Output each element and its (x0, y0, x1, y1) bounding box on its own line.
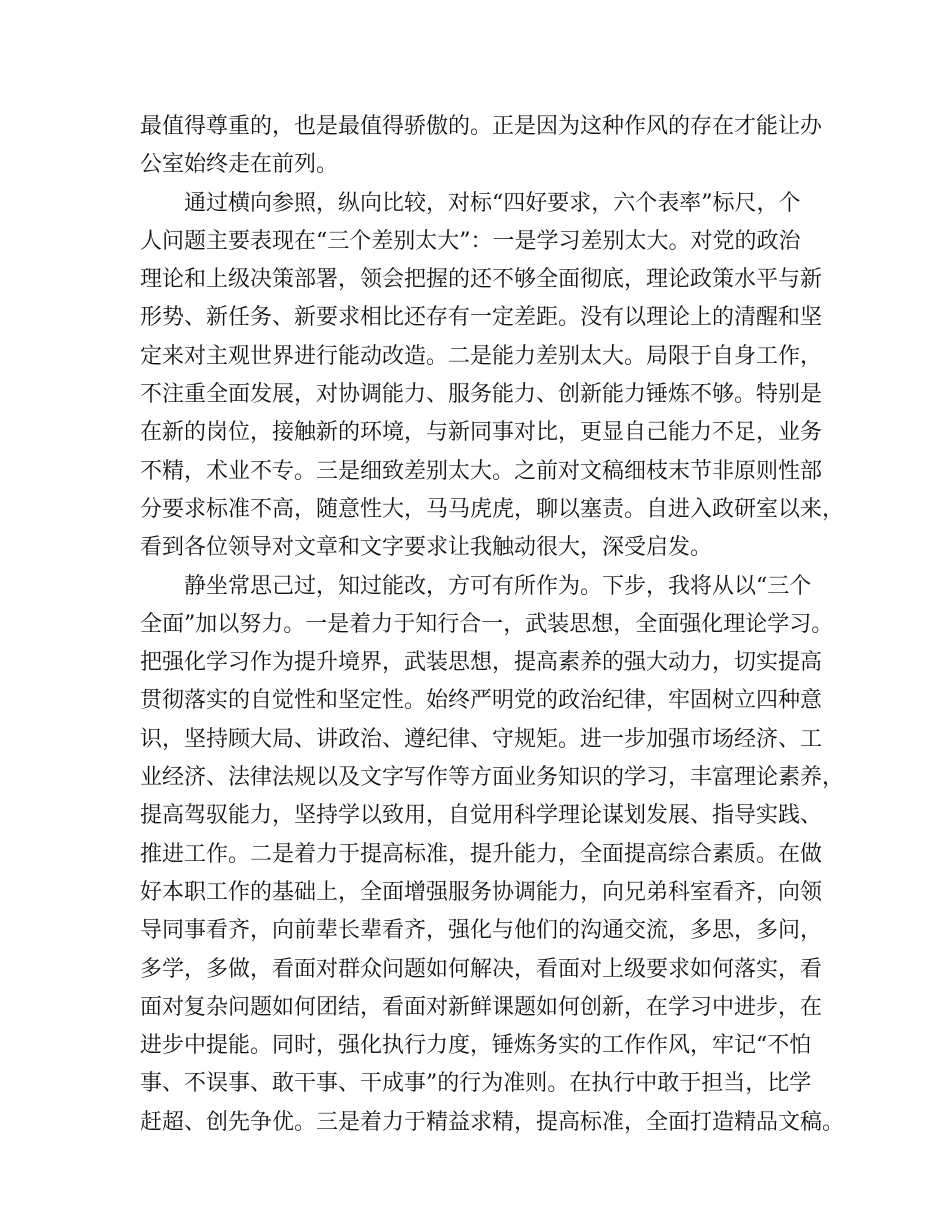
text-line: 面对复杂问题如何团结，看面对新鲜课题如何创新，在学习中进步，在 (140, 994, 823, 1020)
text-line: 好本职工作的基础上，全面增强服务协调能力，向兄弟科室看齐，向领 (140, 879, 823, 905)
text-line: 全面”加以努力。一是着力于知行合一，武装思想，全面强化理论学习。 (140, 611, 834, 637)
text-line: 赶超、创先争优。三是着力于精益求精，提高标准，全面打造精品文稿。 (140, 1109, 845, 1135)
text-line: 进步中提能。同时，强化执行力度，锤炼务实的工作作风，牢记“不怕 (140, 1033, 812, 1059)
text-line: 最值得尊重的，也是最值得骄傲的。正是因为这种作风的存在才能让办 (140, 114, 823, 139)
text-line: 识，坚持顾大局、讲政治、遵纪律、守规矩。进一步加强市场经济、工 (140, 726, 823, 752)
text-line: 在新的岗位，接触新的环境，与新同事对比，更显自己能力不足，业务 (140, 420, 823, 446)
text-line: 把强化学习作为提升境界，武装思想，提高素养的强大动力，切实提高 (140, 650, 823, 676)
document-body (140, 108, 845, 1142)
text-line: 导同事看齐，向前辈长辈看齐，强化与他们的沟通交流，多思，多问， (140, 918, 823, 944)
text-line: 推进工作。二是着力于提高标准，提升能力，全面提高综合素质。在做 (140, 841, 823, 867)
text-line: 形势、新任务、新要求相比还存有一定差距。没有以理论上的清醒和坚 (140, 305, 823, 331)
text-line: 人问题主要表现在“三个差别太大”：一是学习差别太大。对党的政治 (140, 228, 801, 254)
text-line: 业经济、法律法规以及文字写作等方面业务知识的学习，丰富理论素养， (140, 765, 845, 791)
text-line: 多学，多做，看面对群众问题如何解决，看面对上级要求如何落实，看 (140, 956, 823, 982)
text-line: 定来对主观世界进行能动改造。二是能力差别太大。局限于自身工作， (140, 343, 823, 369)
text-line: 理论和上级决策部署，领会把握的还不够全面彻底，理论政策水平与新 (140, 267, 823, 293)
text-line: 不精，术业不专。三是细致差别太大。之前对文稿细枝末节非原则性部 (140, 458, 823, 484)
text-line: 公室始终走在前列。 (140, 152, 339, 178)
paragraph-start-line: 静坐常思己过，知过能改，方可有所作为。下步，我将从以“三个 (184, 573, 812, 599)
text-line: 不注重全面发展，对协调能力、服务能力、创新能力锤炼不够。特别是 (140, 382, 823, 408)
text-line: 看到各位领导对文章和文字要求让我触动很大，深受启发。 (140, 535, 713, 561)
text-line: 提高驾驭能力，坚持学以致用，自觉用科学理论谋划发展、指导实践、 (140, 803, 823, 829)
paragraph-start-line: 通过横向参照，纵向比较，对标“四好要求，六个表率”标尺，个 (184, 190, 801, 216)
text-line: 贯彻落实的自觉性和坚定性。始终严明党的政治纪律，牢固树立四种意 (140, 688, 823, 714)
text-line: 分要求标准不高，随意性大，马马虎虎，聊以塞责。自进入政研室以来， (140, 496, 845, 522)
text-line: 事、不误事、敢干事、干成事”的行为准则。在执行中敢于担当，比学 (140, 1071, 812, 1097)
